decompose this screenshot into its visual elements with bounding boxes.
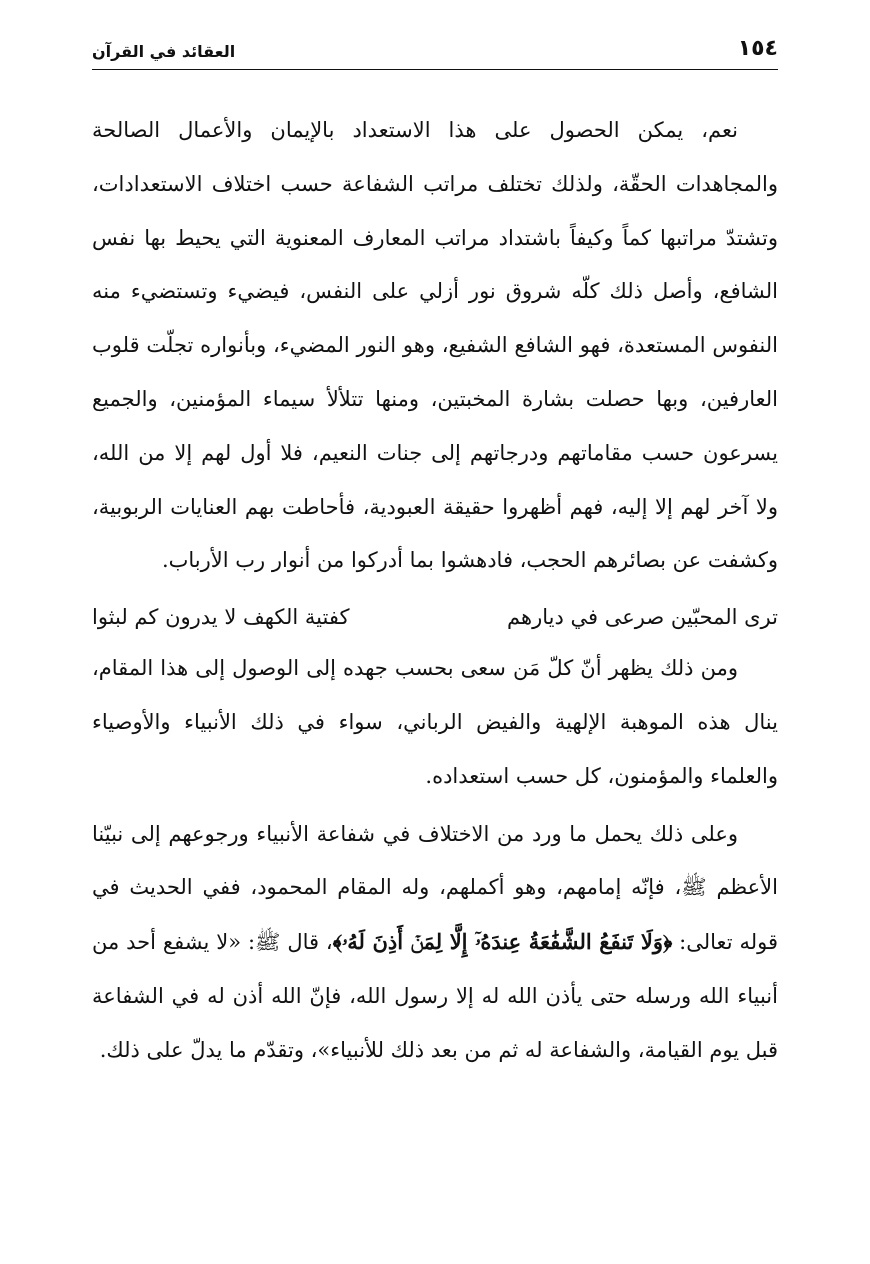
page-body	[92, 104, 778, 1078]
paragraph-3-part2: ، قال ﷺ: «لا يشفع أحد من أنبياء الله ورسله حتى يأذن الله له إلا رسول الله، فإنّ الله أذن له في الشفاعة قبل يوم القيامة، والشفاعة له ثم من بعد ذلك للأنبياء»، وتقدّم ما يدلّ على ذلك.	[92, 930, 778, 1062]
paragraph-2: ومن ذلك يظهر أنّ كلّ مَن سعى بحسب جهده إلى الوصول إلى هذا المقام، ينال هذه الموهبة الإلهية والفيض الرباني، سواء في ذلك الأنبياء والأوصياء والعلماء والمؤمنون، كل حسب استعداده.	[92, 656, 778, 788]
quran-verse: ﴿وَلَا تَنفَعُ الشَّفَٰعَةُ عِندَهُۥٓ إِلَّا لِمَنۡ أَذِنَ لَهُۥ﴾	[332, 929, 673, 955]
page-number: ١٥٤	[737, 36, 778, 61]
page-header	[92, 30, 778, 70]
paragraph-1: نعم، يمكن الحصول على هذا الاستعداد بالإيمان والأعمال الصالحة والمجاهدات الحقّة، ولذلك تختلف مراتب الشفاعة حسب اختلاف الاستعدادات، وتشتدّ مراتبها كماً وكيفاً باشتداد مراتب المعارف المعنوية التي يحيط بها نفس الشافع، وأصل ذلك كلّه شروق نور أزلي على النفس، فيضيء وتستضيء منه النفوس المستعدة، فهو الشافع الشفيع، وهو النور المضيء، وبأنواره تجلّت قلوب العارفين، وبها حصلت بشارة المخبتين، ومنها تتلألأ سيماء المؤمنين، والجميع يسرعون حسب مقاماتهم ودرجاتهم إلى جنات النعيم، فلا أول لهم إلا من الله، ولا آخر لهم إلا إليه، فهم أظهروا حقيقة العبودية، فأحاطت بهم العنايات الربوبية، وكشفت عن بصائرهم الحجب، فادهشوا بما أدركوا من أنوار رب الأرباب.	[92, 118, 778, 573]
paragraph-3-part1: وعلى ذلك يحمل ما ورد من الاختلاف في شفاعة الأنبياء ورجوعهم إلى نبيّنا الأعظم ﷺ، فإنّه إمامهم، وهو أكملهم، وله المقام المحمود، ففي الحديث في قوله تعالى:	[92, 821, 779, 955]
verse-first-hemistich: ترى المحبّين صرعى في ديارهم	[507, 605, 778, 630]
running-title: العقائد في القرآن	[92, 42, 236, 61]
poetry-verse	[92, 592, 778, 642]
verse-second-hemistich: كفتية الكهف لا يدرون كم لبثوا	[92, 605, 350, 630]
paragraph-3	[92, 808, 778, 1078]
